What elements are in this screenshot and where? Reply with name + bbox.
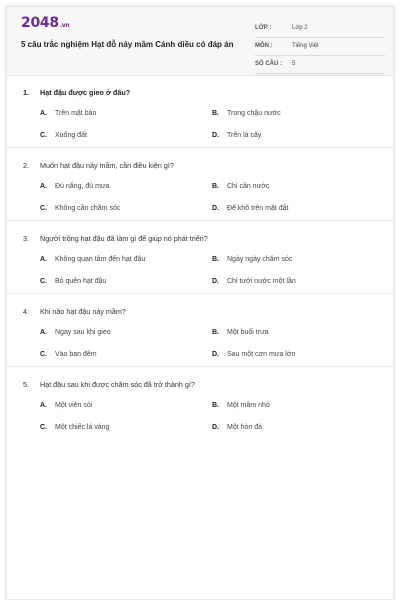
question-item [7,294,393,367]
logo-main: 2048 [21,15,59,31]
answer-option-b[interactable]: B. Chỉ cần nước [212,183,270,190]
answer-option-c[interactable]: C. Một chiếc lá vàng [40,424,110,431]
answer-option-c[interactable]: C. Không cần chăm sóc [40,205,121,212]
question-item [7,367,393,439]
meta-key: LỚP : [255,25,272,31]
question-text: 5. Hạt đậu sau khi được chăm sóc đã trở thành gì? [23,380,195,389]
question-item [7,75,393,148]
question-text: 2. Muốn hạt đậu nảy mầm, cần điều kiện gì? [23,161,174,170]
answer-option-c[interactable]: C. Bỏ quên hạt đậu [40,278,107,285]
answer-option-b[interactable]: B. Một mầm nhỏ [212,402,270,409]
answer-option-c[interactable]: C. Vào ban đêm [40,351,97,358]
question-text: 3. Người trồng hạt đậu đã làm gì để giúp nó phát triển? [23,234,208,243]
answer-option-b[interactable]: B. Trong chậu nước [212,110,281,117]
meta-value: Tiếng Việt [292,43,319,49]
answer-option-d[interactable]: D. Sau một cơn mưa lớn [212,351,296,358]
answer-option-a[interactable]: A. Một viên sỏi [40,402,93,409]
answer-option-d[interactable]: D. Trên lá cây [212,132,262,139]
question-item [7,148,393,221]
answer-option-b[interactable]: B. Ngày ngày chăm sóc [212,256,293,263]
worksheet-header [7,7,393,76]
answer-option-a[interactable]: A. Đủ nắng, đủ mưa [40,183,110,190]
worksheet-title: 5 câu trắc nghiệm Hạt đỗ nảy mầm Cánh diều có đáp án [21,40,234,49]
question-item [7,221,393,294]
answer-option-a[interactable]: A. Trên mặt bàn [40,110,97,117]
meta-row-subject [255,38,385,56]
answer-option-d[interactable]: D. Chỉ tưới nước một lần [212,278,296,285]
meta-row-count [255,56,385,74]
meta-value: 5 [292,61,296,67]
meta-key: SỐ CÂU : [255,61,282,67]
meta-key: MÔN : [255,43,273,49]
answer-option-d[interactable]: D. Để khô trên mặt đất [212,205,289,212]
question-list [7,75,393,439]
meta-row-grade [255,20,385,38]
answer-option-c[interactable]: C. Xuống đất [40,132,87,139]
worksheet-meta [255,20,385,74]
site-logo[interactable] [21,15,69,31]
logo-tld: .vn [59,22,70,29]
answer-option-a[interactable]: A. Không quan tâm đến hạt đậu [40,256,146,263]
question-text: 4. Khi nào hạt đậu nảy mầm? [23,307,126,316]
question-text: 1. Hạt đậu được gieo ở đâu? [23,88,131,97]
answer-option-b[interactable]: B. Một buổi trưa [212,329,269,336]
answer-option-d[interactable]: D. Một hòn đá [212,424,263,431]
answer-option-a[interactable]: A. Ngay sau khi gieo [40,329,111,336]
worksheet-page [6,6,394,600]
meta-value: Lớp 2 [292,25,308,31]
